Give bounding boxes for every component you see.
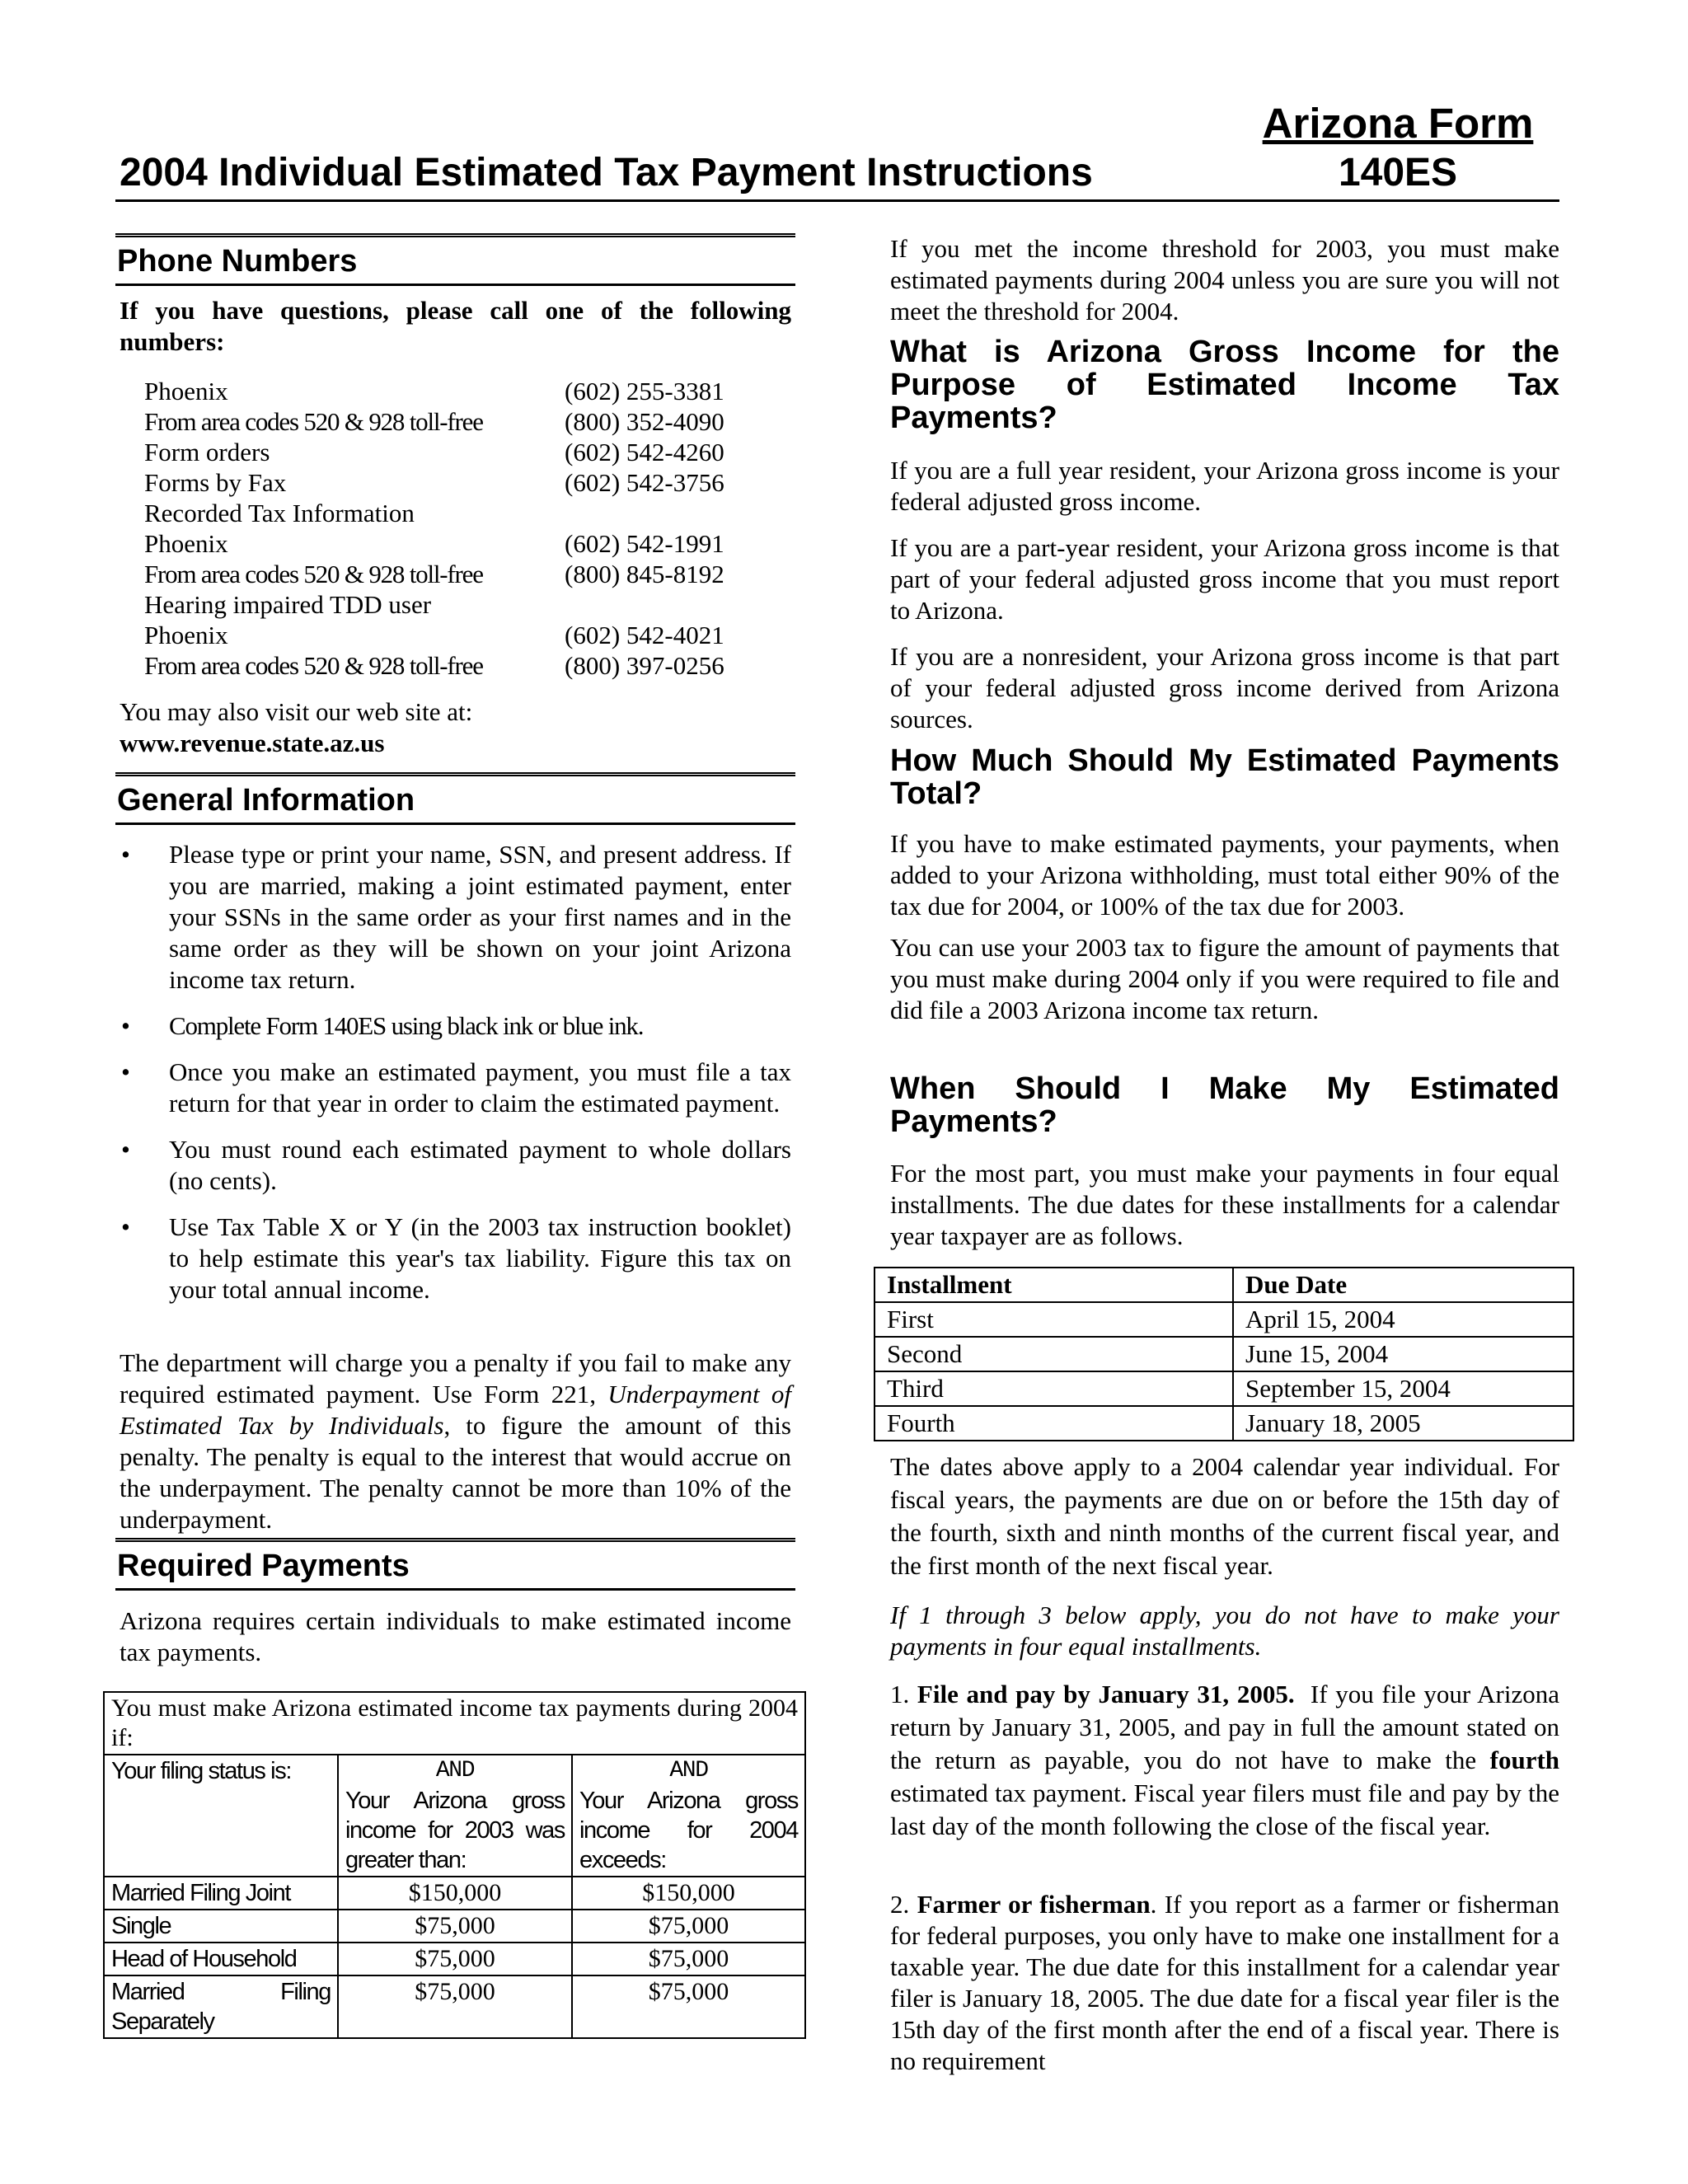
list-item [120, 1057, 791, 1119]
phone-list [144, 376, 779, 681]
income-2003-cell: $150,000 [338, 1877, 572, 1910]
bullet-glyph: • [121, 1011, 129, 1040]
item-text-post: estimated tax payment. Fiscal year filers must file and pay by the last day of the month following the close of the fiscal year. [890, 1779, 1559, 1840]
table-row [104, 1975, 805, 2038]
phone-label: Phoenix [144, 621, 228, 649]
item-number: 1. [890, 1680, 910, 1708]
installment-cell: Second [874, 1337, 1233, 1371]
income-2004-cell: $150,000 [572, 1877, 805, 1910]
section-bottom-rule [115, 823, 795, 825]
phone-number: (602) 542-1991 [565, 529, 724, 558]
item-text-pre: If you file your Arizona return by January 31, 2005, and pay in full the amount stated on the return as payable, you do not have to make the [890, 1680, 1560, 1774]
phone-label: From area codes 520 & 928 toll-free [144, 651, 483, 680]
column-header-2003 [338, 1755, 572, 1877]
form-number: 140ES [1338, 151, 1458, 195]
phone-number: (602) 255-3381 [565, 377, 724, 405]
installment-cell: Fourth [874, 1406, 1233, 1441]
table-row [104, 1910, 805, 1943]
table-row [104, 1877, 805, 1910]
table-row [874, 1371, 1573, 1406]
phone-row [144, 559, 779, 589]
phone-row [144, 467, 779, 498]
filing-status-cell: Head of Household [104, 1943, 338, 1975]
threshold-paragraph: If you met the income threshold for 2003, you must make estimated payments during 2004 unless you are sure you will not meet the threshold for 2004. [890, 234, 1559, 326]
column-header-2004 [572, 1755, 805, 1877]
income-2003-cell: $75,000 [338, 1910, 572, 1943]
due-date-cell: April 15, 2004 [1233, 1302, 1573, 1337]
total-para-90-percent: If you have to make estimated payments, your payments, when added to your Arizona withholding, must total either 90% of the tax due for 2004, or 100% of the tax due for 2003. [890, 829, 1559, 921]
phone-label: Hearing impaired TDD user [144, 590, 432, 619]
when-paragraph: For the most part, you must make your payments in four equal installments. The due dates for these installments for a calendar year taxpayer are as follows. [890, 1159, 1559, 1250]
phone-label: Recorded Tax Information [144, 499, 415, 527]
installment-cell: Third [874, 1371, 1233, 1406]
bullet-glyph: • [121, 1057, 130, 1086]
phone-number: (800) 352-4090 [565, 407, 724, 436]
table-row [104, 1943, 805, 1975]
bullet-glyph: • [121, 840, 130, 869]
phone-number: (800) 845-8192 [565, 560, 724, 588]
phone-number: (602) 542-4260 [565, 438, 724, 466]
web-intro: You may also visit our web site at: [120, 697, 473, 726]
table-row [874, 1302, 1573, 1337]
phone-row [144, 589, 779, 620]
column-2004-text: Your Arizona gross income for 2004 exceeds: [579, 1788, 798, 1873]
gross-income-heading: What is Arizona Gross Income for the Purpose of Estimated Income Tax Payments? [890, 335, 1559, 435]
phone-label: Form orders [144, 438, 270, 466]
gross-income-paragraphs [890, 455, 1559, 735]
phone-row [144, 376, 779, 406]
income-2004-cell: $75,000 [572, 1910, 805, 1943]
section-bottom-rule [115, 1588, 795, 1591]
column-header-due-date: Due Date [1233, 1268, 1573, 1302]
and-label: AND [669, 1758, 708, 1783]
gross-para-part-year: If you are a part-year resident, your Arizona gross income is that part of your federal adjusted gross income that you must report to Arizona. [890, 533, 1559, 625]
phone-label: Phoenix [144, 377, 228, 405]
required-payments-table [103, 1691, 806, 2039]
bullet-text: Use Tax Table X or Y (in the 2003 tax instruction booklet) to help estimate this year's tax liability. Figure this tax on your total annual income. [169, 1212, 791, 1304]
phone-label: Phoenix [144, 529, 228, 558]
table-row [874, 1268, 1573, 1302]
section-bottom-rule [115, 284, 795, 286]
column-header-installment: Installment [874, 1268, 1233, 1302]
due-date-cell: January 18, 2005 [1233, 1406, 1573, 1441]
phone-label: From area codes 520 & 928 toll-free [144, 560, 483, 588]
phone-number [565, 589, 779, 620]
required-heading: Required Payments [117, 1549, 410, 1583]
phone-heading: Phone Numbers [117, 244, 358, 279]
page-title: 2004 Individual Estimated Tax Payment Instructions [120, 151, 1093, 194]
dates-paragraph: The dates above apply to a 2004 calendar year individual. For fiscal years, the payments are due on or before the 15th day of the fourth, sixth and ninth months of the current fiscal year, and the first month of the next fiscal year. [890, 1452, 1559, 1580]
column-header-status: Your filing status is: [104, 1755, 338, 1877]
form-line: Arizona Form [1262, 100, 1534, 147]
bullet-text: You must round each estimated payment to whole dollars (no cents). [169, 1135, 791, 1195]
table-caption: You must make Arizona estimated income tax payments during 2004 if: [104, 1692, 805, 1755]
penalty-post: , to figure the amount of this penalty. The penalty is equal to the interest that would accrue on the underpayment. The penalty cannot be more than 10% of the underpayment. [120, 1411, 791, 1534]
list-item [120, 839, 791, 996]
table-row [874, 1337, 1573, 1371]
exceptions-intro: If 1 through 3 below apply, you do not have to make your payments in four equal installments. [890, 1601, 1559, 1661]
item-title: File and pay by January 31, 2005. [917, 1680, 1295, 1708]
total-paragraphs [890, 828, 1559, 1026]
filing-status-cell: Married Filing Joint [104, 1877, 338, 1910]
phone-intro: If you have questions, please call one of the following numbers: [120, 296, 791, 356]
total-para-2003-tax: You can use your 2003 tax to figure the amount of payments that you must make during 2004 only if you were required to file and did file a 2003 Arizona income tax return. [890, 933, 1559, 1024]
exception-item-2 [890, 1889, 1559, 2077]
phone-section-header [115, 233, 795, 286]
income-2004-cell: $75,000 [572, 1943, 805, 1975]
bullet-glyph: • [121, 1212, 130, 1241]
phone-label: Forms by Fax [144, 468, 287, 497]
total-heading: How Much Should My Estimated Payments Total? [890, 743, 1559, 811]
income-2003-cell: $75,000 [338, 1943, 572, 1975]
income-2003-cell: $75,000 [338, 1975, 572, 2038]
phone-label: From area codes 520 & 928 toll-free [144, 407, 483, 436]
general-bullet-list [120, 839, 791, 1320]
table-row [104, 1755, 805, 1877]
filing-status-cell: Single [104, 1910, 338, 1943]
phone-row [144, 528, 779, 559]
bullet-text: Please type or print your name, SSN, and present address. If you are married, making a joint estimated payment, enter your SSNs in the same order as your first names and in the same order as they will be shown on your joint Arizona income tax return. [169, 840, 791, 994]
list-item [120, 1212, 791, 1305]
table-row [104, 1692, 805, 1755]
web-site-block [120, 696, 472, 759]
phone-number: (602) 542-3756 [565, 468, 724, 497]
income-2004-cell: $75,000 [572, 1975, 805, 2038]
phone-row [144, 437, 779, 467]
penalty-paragraph [120, 1347, 791, 1535]
due-date-cell: September 15, 2004 [1233, 1371, 1573, 1406]
when-heading: When Should I Make My Estimated Payments? [890, 1071, 1559, 1139]
item-emphasis: fourth [1489, 1746, 1560, 1774]
title-rule [115, 199, 1559, 202]
general-heading: General Information [117, 783, 415, 818]
bullet-text: Complete Form 140ES using black ink or blue ink. [169, 1011, 644, 1040]
installment-cell: First [874, 1302, 1233, 1337]
table-row [874, 1406, 1573, 1441]
bullet-glyph: • [121, 1135, 130, 1164]
item-title: Farmer or fisherman [917, 1890, 1151, 1919]
installment-table [874, 1267, 1574, 1441]
list-item [120, 1010, 791, 1042]
exception-item-1 [890, 1678, 1559, 1843]
due-date-cell: June 15, 2004 [1233, 1337, 1573, 1371]
web-site-link[interactable]: www.revenue.state.az.us [120, 729, 385, 757]
phone-row [144, 406, 779, 437]
penalty-form-title: Underpayment of Estimated Tax by Individuals [120, 1380, 792, 1440]
bullet-text: Once you make an estimated payment, you must file a tax return for that year in order to claim the estimated payment. [169, 1057, 791, 1118]
gross-para-nonresident: If you are a nonresident, your Arizona gross income is that part of your federal adjusted gross income derived from Arizona sources. [890, 642, 1559, 733]
gross-para-full-year: If you are a full year resident, your Arizona gross income is your federal adjusted gross income. [890, 456, 1559, 516]
item-text: . If you report as a farmer or fisherman for federal purposes, you only have to make one installment for a taxable year. The due date for this installment for a calendar year filer is January 18, 2005. The due date for a fiscal year filer is the 15th day of the first month after the end of a fiscal year. There is no requirement [890, 1890, 1560, 2075]
phone-row [144, 620, 779, 650]
phone-number [565, 498, 779, 528]
phone-row [144, 650, 779, 681]
and-label: AND [435, 1758, 475, 1783]
column-2003-text: Your Arizona gross income for 2003 was greater than: [345, 1788, 565, 1873]
form-identifier [1236, 101, 1559, 195]
phone-number: (602) 542-4021 [565, 621, 724, 649]
required-section-header [115, 1538, 795, 1591]
phone-number: (800) 397-0256 [565, 651, 724, 680]
phone-row [144, 498, 779, 528]
filing-status-cell: Married Filing Separately [104, 1975, 338, 2038]
list-item [120, 1134, 791, 1197]
general-section-header [115, 772, 795, 825]
required-intro: Arizona requires certain individuals to make estimated income tax payments. [120, 1606, 791, 1666]
item-number: 2. [890, 1890, 910, 1919]
penalty-pre: The department will charge you a penalty if you fail to make any required estimated payment. Use Form 221, [120, 1348, 791, 1408]
